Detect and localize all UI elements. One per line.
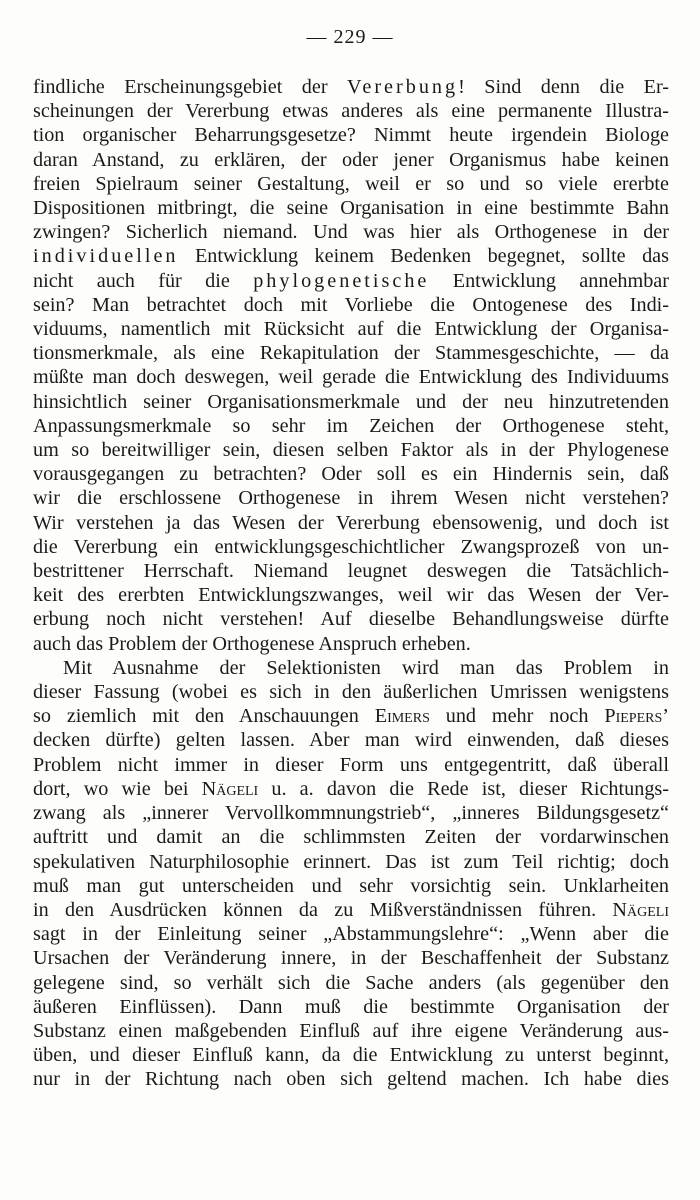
text-run: Mit Ausnahme der Selektionisten wird man das Problem in — [63, 656, 669, 679]
text-run: wir die erschlossene Orthogenese in ihrem Wesen nicht verstehen? — [33, 487, 669, 510]
body-text — [33, 75, 669, 1092]
text-run: dieser Fassung (wobei es sich in den äußerlichen Umrissen wenigstens — [33, 681, 669, 704]
text-run: ! Sind denn die Er- — [458, 76, 669, 98]
text-run: keit des ererbten Entwicklungszwanges, weil wir das Wesen der Ver- — [33, 584, 669, 607]
text-line — [33, 946, 669, 970]
text-run: Entwicklung annehmbar — [429, 269, 669, 292]
author-name: Nägeli — [612, 898, 669, 921]
text-line — [33, 850, 669, 874]
text-run: auch das Problem der Orthogenese Anspruch erheben. — [33, 632, 471, 655]
text-line — [33, 632, 669, 656]
text-run: sein? Man betrachtet doch mit Vorliebe die Ontogenese des Indi- — [33, 293, 669, 316]
text-run: scheinungen der Vererbung etwas anderes als eine permanente Illustra- — [33, 100, 669, 123]
text-run: Substanz einen maßgebenden Einfluß auf ihre eigene Veränderung aus- — [33, 1019, 669, 1042]
paragraph — [33, 75, 669, 656]
text-run: findliche Erscheinungsgebiet der — [33, 76, 348, 98]
text-run: müßte man doch deswegen, weil gerade die Entwicklung des Individuums — [33, 366, 669, 389]
text-line — [33, 511, 669, 535]
text-run: freien Spielraum seiner Gestaltung, weil er so und so viele ererbte — [33, 172, 669, 195]
emphasized-term: phylogenetische — [253, 269, 430, 292]
text-run: viduums, namentlich mit Rücksicht auf die Entwicklung der Organisa- — [33, 318, 669, 341]
text-run: Entwicklung keinem Bedenken begegnet, sollte das — [178, 245, 669, 268]
text-line — [33, 293, 669, 317]
text-run: dort, wo wie bei — [33, 777, 202, 800]
text-line — [33, 995, 669, 1019]
text-line — [33, 341, 669, 365]
text-line — [33, 607, 669, 631]
text-run: üben, und dieser Einfluß kann, da die Entwicklung zu unterst beginnt, — [33, 1044, 669, 1067]
text-run: auftritt und damit an die schlimmsten Zeiten der vordarwinschen — [33, 826, 669, 849]
text-line — [33, 559, 669, 583]
text-run: bestrittener Herrschaft. Niemand leugnet deswegen die Tatsächlich- — [33, 560, 669, 583]
text-run: Problem nicht immer in dieser Form uns entgegentritt, daß überall — [33, 753, 669, 776]
text-line — [33, 874, 669, 898]
text-line — [33, 1067, 669, 1091]
text-run: vorausgegangen zu betrachten? Oder soll es ein Hindernis sein, daß — [33, 463, 669, 486]
text-run: die Vererbung ein entwicklungsgeschichtlicher Zwangsprozeß von un- — [33, 535, 669, 558]
text-run: gelegene sind, so verhält sich die Sache anders (als gegenüber den — [33, 971, 669, 994]
text-run: ’ — [662, 705, 669, 728]
text-line — [33, 922, 669, 946]
text-line — [33, 365, 669, 389]
text-run: äußeren Einflüssen). Dann muß die bestimmte Organisation der — [33, 995, 669, 1018]
text-run: um so bereitwilliger sein, diesen selben Faktor als in der Phylogenese — [33, 439, 669, 462]
text-line — [33, 898, 669, 922]
text-run: tion organischer Beharrungsgesetze? Nimmt heute irgendein Biologe — [33, 124, 669, 147]
text-line — [33, 535, 669, 559]
paragraph — [33, 656, 669, 1092]
text-run: u. a. davon die Rede ist, dieser Richtungs- — [258, 777, 669, 800]
text-run: in den Ausdrücken können da zu Mißverständnissen führen. — [33, 898, 613, 921]
text-run: Dispositionen mitbringt, die seine Organisation in eine bestimmte Bahn — [33, 197, 669, 220]
text-line — [33, 971, 669, 995]
text-run: daran Anstand, zu erklären, der oder jener Organismus habe keinen — [33, 148, 669, 171]
emphasized-term: individuellen — [33, 245, 179, 268]
text-line — [33, 75, 669, 99]
text-line — [33, 656, 669, 680]
text-line — [33, 462, 669, 486]
text-line — [33, 414, 669, 438]
text-run: so ziemlich mit den Anschauungen — [33, 705, 375, 728]
text-line — [33, 390, 669, 414]
text-run: und mehr noch — [429, 705, 605, 728]
text-run: Wir verstehen ja das Wesen der Vererbung ebensowenig, und doch ist — [33, 511, 669, 534]
text-line — [33, 269, 669, 293]
text-line — [33, 148, 669, 172]
page-number: — 229 — — [306, 26, 394, 48]
text-line — [33, 1043, 669, 1067]
text-run: sagt in der Einleitung seiner „Abstammungslehre“: „Wenn aber die — [33, 923, 669, 946]
text-run: Anpassungsmerkmale so sehr im Zeichen der Orthogenese steht, — [33, 414, 669, 437]
text-line — [33, 704, 669, 728]
text-line — [33, 172, 669, 196]
text-line — [33, 825, 669, 849]
text-line — [33, 99, 669, 123]
text-line — [33, 196, 669, 220]
text-line — [33, 680, 669, 704]
text-run: spekulativen Naturphilosophie erinnert. Das ist zum Teil richtig; doch — [33, 850, 669, 873]
text-run: nur in der Richtung nach oben sich geltend machen. Ich habe dies — [33, 1068, 669, 1091]
text-line — [33, 753, 669, 777]
emphasized-term: Vererbung — [347, 76, 459, 98]
text-run: zwingen? Sicherlich niemand. Und was hier als Orthogenese in der — [33, 221, 669, 244]
author-name: Nägeli — [201, 777, 259, 800]
text-line — [33, 583, 669, 607]
text-run: nicht auch für die — [33, 269, 254, 292]
text-line — [33, 317, 669, 341]
text-run: zwang als „innerer Vervollkommnungstrieb“, „inneres Bildungsgesetz“ — [33, 802, 669, 825]
text-run: Ursachen der Veränderung innere, in der Beschaffenheit der Substanz — [33, 947, 669, 970]
text-line — [33, 438, 669, 462]
text-run: muß man gut unterscheiden und sehr vorsichtig sein. Unklarheiten — [33, 874, 669, 897]
author-name: Eimers — [374, 705, 430, 728]
text-line — [33, 777, 669, 801]
text-line — [33, 1019, 669, 1043]
text-line — [33, 486, 669, 510]
text-line — [33, 123, 669, 147]
text-line — [33, 220, 669, 244]
text-line — [33, 728, 669, 752]
text-run: decken dürfte) gelten lassen. Aber man wird einwenden, daß dieses — [33, 729, 669, 752]
author-name: Piepers — [604, 705, 663, 728]
text-run: hinsichtlich seiner Organisationsmerkmale und der neu hinzutretenden — [33, 390, 669, 413]
text-run: erbung noch nicht verstehen! Auf dieselbe Behandlungsweise dürfte — [33, 608, 669, 631]
text-line — [33, 244, 669, 268]
text-line — [33, 801, 669, 825]
text-run: tionsmerkmale, als eine Rekapitulation der Stammesgeschichte, — da — [33, 342, 669, 365]
